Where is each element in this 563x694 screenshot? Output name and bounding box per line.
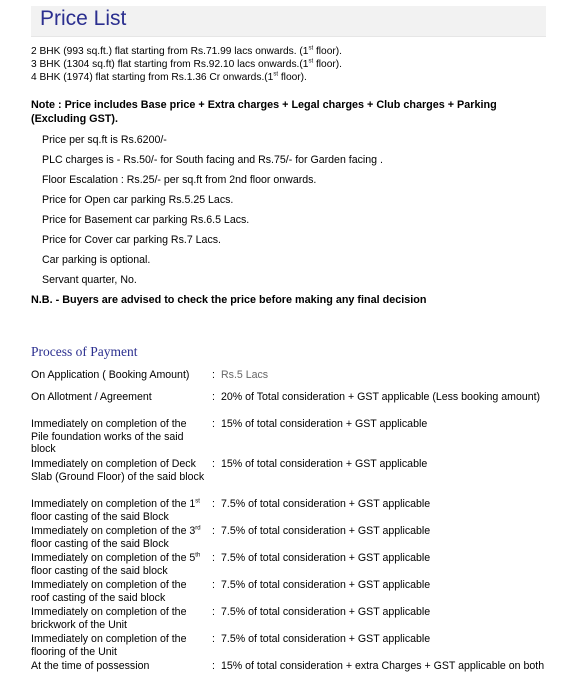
price-detail-item: Price per sq.ft is Rs.6200/-	[42, 134, 167, 146]
flat-price-line: 2 BHK (993 sq.ft.) flat starting from Rs.71.99 lacs onwards. (1st floor).	[31, 45, 342, 57]
payment-detail: 15% of total consideration + GST applicable	[221, 458, 428, 470]
payment-colon: :	[212, 606, 215, 618]
payment-stage: Immediately on completion of the 3rd floor casting of the said Block	[31, 525, 201, 550]
payment-stage: Immediately on completion of the 5th floor casting of the said block	[31, 552, 201, 577]
payment-colon: :	[212, 525, 215, 537]
page-title: Price List	[40, 7, 127, 30]
price-list-header	[31, 6, 546, 37]
price-note: Note : Price includes Base price + Extra charges + Legal charges + Club charges + Parking (Excluding GST).	[31, 99, 497, 125]
payment-stage: Immediately on completion of the 1st floor casting of the said Block	[31, 498, 200, 523]
payment-detail: Rs.5 Lacs	[221, 369, 269, 381]
payment-stage: On Application ( Booking Amount)	[31, 369, 190, 381]
payment-stage: Immediately on completion of the Pile foundation works of the said block	[31, 418, 187, 455]
price-details-list	[42, 134, 383, 294]
payment-colon: :	[212, 369, 215, 381]
payment-colon: :	[212, 498, 215, 510]
flat-price-list	[31, 45, 342, 84]
payment-colon: :	[212, 579, 215, 591]
payment-stage: At the time of possession	[31, 660, 150, 672]
payment-detail: 7.5% of total consideration + GST applicable	[221, 525, 431, 537]
payment-detail: 7.5% of total consideration + GST applicable	[221, 633, 431, 645]
payment-detail: 7.5% of total consideration + GST applicable	[221, 579, 431, 591]
payment-colon: :	[212, 633, 215, 645]
flat-price-line: 3 BHK (1304 sq.ft) flat starting from Rs.92.10 lacs onwards.(1st floor).	[31, 58, 342, 70]
buyer-advisory: N.B. - Buyers are advised to check the price before making any final decision	[31, 294, 427, 306]
price-detail-item: Price for Basement car parking Rs.6.5 Lacs.	[42, 214, 250, 226]
price-detail-item: Price for Open car parking Rs.5.25 Lacs.	[42, 194, 234, 206]
payment-section-title: Process of Payment	[31, 344, 138, 359]
payment-colon: :	[212, 418, 215, 430]
flat-price-line: 4 BHK (1974) flat starting from Rs.1.36 Cr onwards.(1st floor).	[31, 71, 307, 83]
payment-detail: 20% of Total consideration + GST applicable (Less booking amount)	[221, 391, 541, 403]
price-detail-item: Price for Cover car parking Rs.7 Lacs.	[42, 234, 221, 246]
payment-stage: Immediately on completion of Deck Slab (Ground Floor) of the said block	[31, 458, 205, 483]
payment-stage: Immediately on completion of the flooring of the Unit	[31, 633, 187, 658]
payment-detail: 7.5% of total consideration + GST applicable	[221, 498, 431, 510]
payment-colon: :	[212, 552, 215, 564]
payment-detail: 7.5% of total consideration + GST applicable	[221, 606, 431, 618]
payment-colon: :	[212, 660, 215, 672]
payment-colon: :	[212, 391, 215, 403]
price-detail-item: Servant quarter, No.	[42, 274, 137, 286]
payment-stage: Immediately on completion of the roof casting of the said block	[31, 579, 187, 604]
payment-colon: :	[212, 458, 215, 470]
payment-detail: 15% of total consideration + GST applicable	[221, 418, 428, 430]
payment-stage: On Allotment / Agreement	[31, 391, 152, 403]
payment-stage: Immediately on completion of the brickwork of the Unit	[31, 606, 187, 631]
price-detail-item: Car parking is optional.	[42, 254, 151, 266]
payment-detail: 15% of total consideration + extra Charges + GST applicable on both	[221, 660, 545, 672]
payment-detail: 7.5% of total consideration + GST applicable	[221, 552, 431, 564]
price-detail-item: Floor Escalation : Rs.25/- per sq.ft from 2nd floor onwards.	[42, 174, 317, 186]
price-detail-item: PLC charges is - Rs.50/- for South facing and Rs.75/- for Garden facing .	[42, 154, 383, 166]
